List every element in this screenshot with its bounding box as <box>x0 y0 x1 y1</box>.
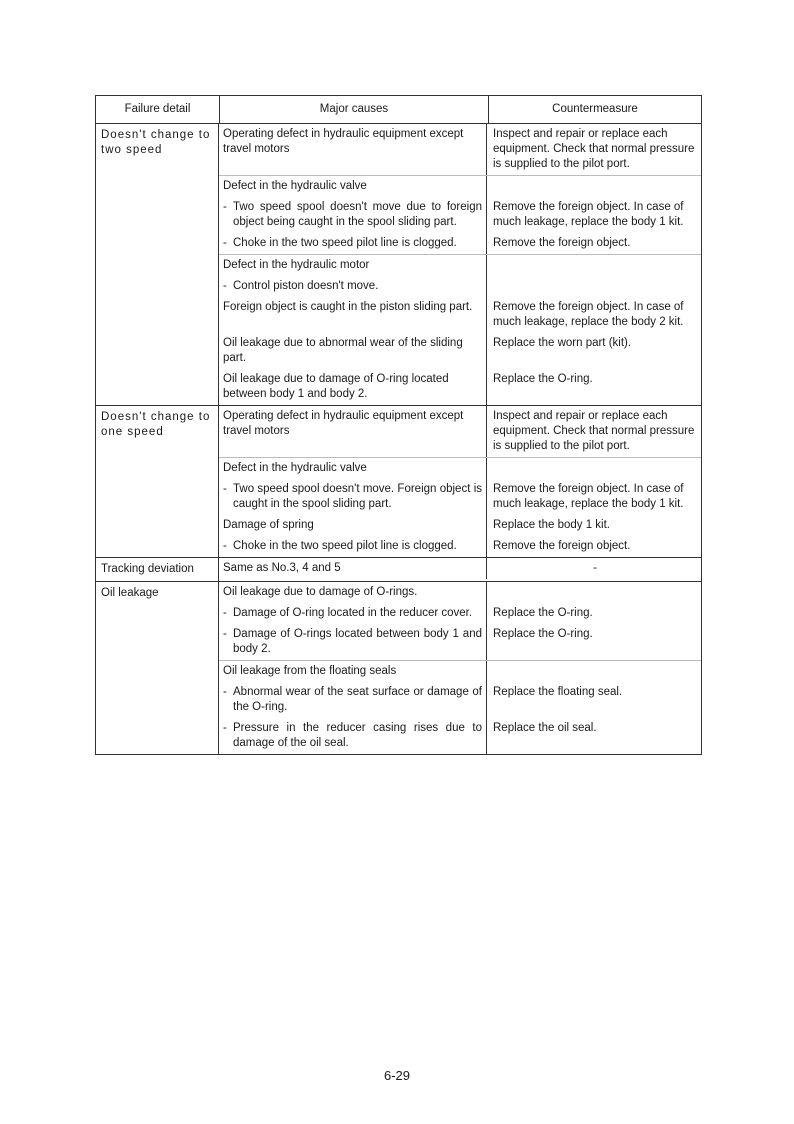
countermeasure-cell: - <box>593 562 597 574</box>
table-row <box>96 406 701 558</box>
major-cause-text: Foreign object is caught in the piston sliding part. <box>223 301 473 313</box>
major-cause-text: Choke in the two speed pilot line is clogged. <box>233 237 457 249</box>
countermeasure-cell <box>487 582 701 603</box>
cause-line <box>219 369 701 405</box>
major-cause-text: Choke in the two speed pilot line is clogged. <box>233 540 457 552</box>
countermeasure-cell <box>487 661 701 682</box>
countermeasure-cell: Replace the floating seal. <box>493 686 623 698</box>
cause-line <box>219 333 701 369</box>
bullet-dash: - <box>223 686 227 698</box>
major-cause-cell <box>219 197 487 233</box>
cause-line <box>219 255 701 276</box>
major-cause-cell <box>219 406 487 457</box>
major-cause-text: Control piston doesn't move. <box>233 280 379 292</box>
countermeasure-cell: Remove the foreign object. <box>493 540 631 552</box>
bullet-dash: - <box>223 540 227 552</box>
major-cause-cell <box>219 479 487 515</box>
cause-line <box>219 682 701 718</box>
cause-line <box>219 124 701 175</box>
major-cause-text: Pressure in the reducer casing rises due to damage of the oil seal. <box>233 722 482 749</box>
major-cause-cell <box>219 333 487 369</box>
major-cause-text: Oil leakage due to damage of O-ring located between body 1 and body 2. <box>223 373 449 400</box>
major-cause-cell <box>219 582 487 603</box>
causes-block <box>219 406 701 557</box>
countermeasure-cell <box>487 276 701 297</box>
header-major-causes: Major causes <box>220 96 489 123</box>
cause-group <box>219 406 701 458</box>
major-cause-cell <box>219 603 487 624</box>
bullet-dash: - <box>223 607 227 619</box>
major-cause-cell <box>219 276 487 297</box>
cause-group <box>219 582 701 661</box>
countermeasure-cell: Remove the foreign object. In case of much leakage, replace the body 1 kit. <box>493 483 684 510</box>
failure-detail-cell: Oil leakage <box>96 582 219 754</box>
major-cause-cell <box>219 682 487 718</box>
cause-group <box>219 124 701 176</box>
major-cause-text: Same as No.3, 4 and 5 <box>223 562 341 574</box>
major-cause-text: Two speed spool doesn't move. Foreign object is caught in the spool sliding part. <box>233 483 482 510</box>
page-number: 6-29 <box>383 1068 411 1083</box>
major-cause-text: Oil leakage due to damage of O-rings. <box>223 586 418 598</box>
cause-line <box>219 233 701 254</box>
countermeasure-cell: Remove the foreign object. <box>493 237 631 249</box>
major-cause-text: Defect in the hydraulic valve <box>223 180 367 192</box>
major-cause-text: Damage of O-rings located between body 1 and body 2. <box>233 628 482 655</box>
table-row <box>96 124 701 406</box>
bullet-dash: - <box>223 280 227 292</box>
bullet-dash: - <box>223 722 227 734</box>
major-cause-text: Defect in the hydraulic valve <box>223 462 367 474</box>
causes-block <box>219 582 701 754</box>
table-row <box>96 558 701 582</box>
cause-group <box>219 176 701 255</box>
header-failure-detail: Failure detail <box>96 96 220 123</box>
cause-line <box>219 661 701 682</box>
cause-line <box>219 536 701 557</box>
countermeasure-cell: Inspect and repair or replace each equipment. Check that normal pressure is supplied to the pilot port. <box>493 410 695 452</box>
major-cause-cell <box>219 176 487 197</box>
countermeasure-cell <box>487 255 701 276</box>
major-cause-text: Damage of O-ring located in the reducer cover. <box>233 607 473 619</box>
header-countermeasure: Countermeasure <box>552 103 638 115</box>
cause-line <box>219 624 701 660</box>
major-cause-text: Abnormal wear of the seat surface or damage of the O-ring. <box>233 686 482 713</box>
major-cause-cell <box>219 458 487 479</box>
countermeasure-cell <box>487 176 701 197</box>
major-cause-cell <box>219 661 487 682</box>
cause-line <box>219 176 701 197</box>
cause-line <box>219 603 701 624</box>
causes-block <box>219 558 701 581</box>
major-cause-text: Damage of spring <box>223 519 314 531</box>
countermeasure-cell <box>487 458 701 479</box>
countermeasure-cell: Remove the foreign object. In case of much leakage, replace the body 2 kit. <box>493 301 684 328</box>
cause-line <box>219 297 701 333</box>
cause-line <box>219 479 701 515</box>
table-row <box>96 582 701 754</box>
bullet-dash: - <box>223 628 227 640</box>
countermeasure-cell: Inspect and repair or replace each equipment. Check that normal pressure is supplied to the pilot port. <box>493 128 695 170</box>
countermeasure-cell: Replace the body 1 kit. <box>493 519 610 531</box>
countermeasure-cell: Replace the worn part (kit). <box>493 337 632 349</box>
troubleshooting-table <box>95 95 702 755</box>
table-header <box>96 96 701 124</box>
major-cause-text: Operating defect in hydraulic equipment except travel motors <box>223 128 464 155</box>
cause-line <box>219 458 701 479</box>
cause-group <box>219 255 701 405</box>
failure-detail-cell: Tracking deviation <box>96 558 219 581</box>
bullet-dash: - <box>223 237 227 249</box>
cause-group <box>219 458 701 557</box>
major-cause-cell <box>219 233 487 254</box>
cause-line <box>219 582 701 603</box>
cause-line <box>219 718 701 754</box>
major-cause-cell <box>219 558 487 579</box>
failure-detail-cell: Doesn't change to two speed <box>96 124 219 405</box>
major-cause-cell <box>219 624 487 660</box>
cause-group <box>219 661 701 754</box>
major-cause-cell <box>219 297 487 333</box>
failure-detail-cell: Doesn't change to one speed <box>96 406 219 557</box>
cause-line <box>219 558 701 579</box>
cause-line <box>219 406 701 457</box>
major-cause-cell <box>219 515 487 536</box>
cause-line <box>219 197 701 233</box>
cause-group <box>219 558 701 579</box>
major-cause-text: Defect in the hydraulic motor <box>223 259 370 271</box>
countermeasure-cell: Replace the O-ring. <box>493 628 593 640</box>
major-cause-cell <box>219 255 487 276</box>
bullet-dash: - <box>223 483 227 495</box>
major-cause-text: Oil leakage due to abnormal wear of the sliding part. <box>223 337 463 364</box>
major-cause-text: Two speed spool doesn't move due to foreign object being caught in the spool sliding part. <box>233 201 482 228</box>
countermeasure-cell: Replace the oil seal. <box>493 722 597 734</box>
countermeasure-cell: Replace the O-ring. <box>493 373 593 385</box>
bullet-dash: - <box>223 201 227 213</box>
major-cause-cell <box>219 536 487 557</box>
table-body <box>96 124 701 754</box>
cause-line <box>219 515 701 536</box>
major-cause-cell <box>219 718 487 754</box>
major-cause-cell <box>219 124 487 175</box>
countermeasure-cell: Replace the O-ring. <box>493 607 593 619</box>
major-cause-text: Oil leakage from the floating seals <box>223 665 397 677</box>
major-cause-text: Operating defect in hydraulic equipment except travel motors <box>223 410 464 437</box>
countermeasure-cell: Remove the foreign object. In case of much leakage, replace the body 1 kit. <box>493 201 684 228</box>
causes-block <box>219 124 701 405</box>
cause-line <box>219 276 701 297</box>
major-cause-cell <box>219 369 487 405</box>
